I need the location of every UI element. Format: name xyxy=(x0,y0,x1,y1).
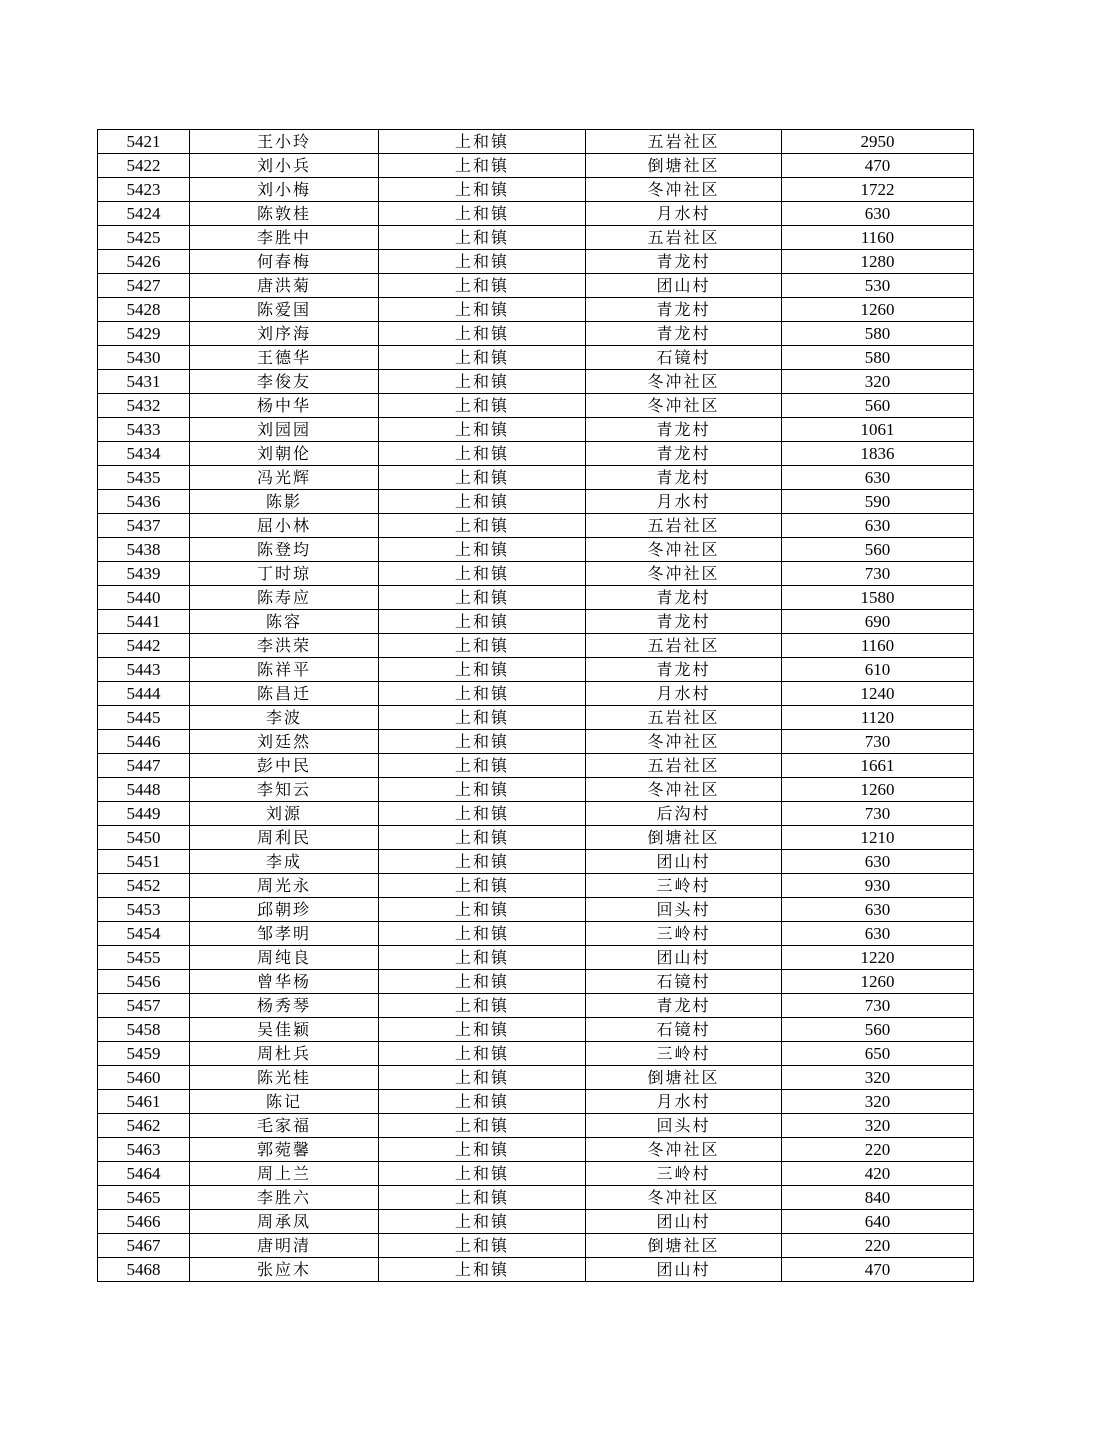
cell-town: 上和镇 xyxy=(379,1210,586,1234)
cell-serial-number: 5468 xyxy=(98,1258,190,1282)
cell-serial-number: 5440 xyxy=(98,586,190,610)
cell-person-name: 屈小林 xyxy=(190,514,379,538)
cell-person-name: 刘朝伦 xyxy=(190,442,379,466)
table-row xyxy=(98,490,974,514)
table-row xyxy=(98,442,974,466)
cell-person-name: 杨中华 xyxy=(190,394,379,418)
cell-town: 上和镇 xyxy=(379,898,586,922)
table-row xyxy=(98,1162,974,1186)
cell-amount: 730 xyxy=(782,730,974,754)
cell-person-name: 刘小兵 xyxy=(190,154,379,178)
table-row xyxy=(98,826,974,850)
cell-town: 上和镇 xyxy=(379,1234,586,1258)
cell-serial-number: 5463 xyxy=(98,1138,190,1162)
cell-town: 上和镇 xyxy=(379,730,586,754)
cell-village: 青龙村 xyxy=(586,322,782,346)
cell-town: 上和镇 xyxy=(379,202,586,226)
cell-person-name: 唐明清 xyxy=(190,1234,379,1258)
cell-serial-number: 5422 xyxy=(98,154,190,178)
cell-amount: 530 xyxy=(782,274,974,298)
table-row xyxy=(98,634,974,658)
cell-amount: 590 xyxy=(782,490,974,514)
cell-serial-number: 5447 xyxy=(98,754,190,778)
cell-village: 冬冲社区 xyxy=(586,778,782,802)
cell-person-name: 唐洪菊 xyxy=(190,274,379,298)
data-table xyxy=(97,129,974,1282)
cell-amount: 580 xyxy=(782,322,974,346)
cell-person-name: 李胜六 xyxy=(190,1186,379,1210)
cell-village: 团山村 xyxy=(586,274,782,298)
cell-person-name: 刘序海 xyxy=(190,322,379,346)
cell-person-name: 杨秀琴 xyxy=(190,994,379,1018)
cell-amount: 1120 xyxy=(782,706,974,730)
cell-village: 五岩社区 xyxy=(586,514,782,538)
cell-person-name: 陈登均 xyxy=(190,538,379,562)
table-row xyxy=(98,1018,974,1042)
cell-village: 月水村 xyxy=(586,682,782,706)
cell-amount: 1580 xyxy=(782,586,974,610)
cell-town: 上和镇 xyxy=(379,634,586,658)
table-row xyxy=(98,418,974,442)
table-row xyxy=(98,1066,974,1090)
cell-town: 上和镇 xyxy=(379,1258,586,1282)
cell-amount: 640 xyxy=(782,1210,974,1234)
table-row xyxy=(98,466,974,490)
cell-serial-number: 5451 xyxy=(98,850,190,874)
cell-town: 上和镇 xyxy=(379,922,586,946)
cell-amount: 730 xyxy=(782,802,974,826)
cell-amount: 630 xyxy=(782,850,974,874)
cell-person-name: 李波 xyxy=(190,706,379,730)
cell-village: 冬冲社区 xyxy=(586,1186,782,1210)
cell-person-name: 陈昌迁 xyxy=(190,682,379,706)
cell-serial-number: 5465 xyxy=(98,1186,190,1210)
cell-village: 青龙村 xyxy=(586,418,782,442)
cell-amount: 1240 xyxy=(782,682,974,706)
cell-amount: 630 xyxy=(782,898,974,922)
cell-person-name: 周承凤 xyxy=(190,1210,379,1234)
cell-person-name: 何春梅 xyxy=(190,250,379,274)
table-row xyxy=(98,994,974,1018)
cell-village: 五岩社区 xyxy=(586,130,782,154)
cell-serial-number: 5464 xyxy=(98,1162,190,1186)
cell-serial-number: 5442 xyxy=(98,634,190,658)
cell-village: 三岭村 xyxy=(586,922,782,946)
cell-person-name: 陈祥平 xyxy=(190,658,379,682)
cell-serial-number: 5446 xyxy=(98,730,190,754)
cell-village: 冬冲社区 xyxy=(586,730,782,754)
cell-serial-number: 5426 xyxy=(98,250,190,274)
table-row xyxy=(98,250,974,274)
cell-serial-number: 5467 xyxy=(98,1234,190,1258)
table-row xyxy=(98,562,974,586)
cell-amount: 1722 xyxy=(782,178,974,202)
cell-serial-number: 5427 xyxy=(98,274,190,298)
cell-town: 上和镇 xyxy=(379,1018,586,1042)
cell-village: 三岭村 xyxy=(586,1042,782,1066)
cell-serial-number: 5445 xyxy=(98,706,190,730)
cell-town: 上和镇 xyxy=(379,586,586,610)
cell-town: 上和镇 xyxy=(379,826,586,850)
cell-town: 上和镇 xyxy=(379,994,586,1018)
table-row xyxy=(98,1210,974,1234)
cell-amount: 630 xyxy=(782,514,974,538)
cell-town: 上和镇 xyxy=(379,154,586,178)
table-row xyxy=(98,1234,974,1258)
cell-serial-number: 5436 xyxy=(98,490,190,514)
table-row xyxy=(98,682,974,706)
cell-amount: 840 xyxy=(782,1186,974,1210)
cell-town: 上和镇 xyxy=(379,1042,586,1066)
cell-person-name: 刘园园 xyxy=(190,418,379,442)
table-row xyxy=(98,226,974,250)
table-row xyxy=(98,802,974,826)
cell-serial-number: 5435 xyxy=(98,466,190,490)
table-row xyxy=(98,754,974,778)
table-body xyxy=(98,130,974,1282)
cell-amount: 630 xyxy=(782,202,974,226)
cell-serial-number: 5437 xyxy=(98,514,190,538)
cell-town: 上和镇 xyxy=(379,850,586,874)
table-row xyxy=(98,658,974,682)
cell-village: 青龙村 xyxy=(586,298,782,322)
cell-serial-number: 5433 xyxy=(98,418,190,442)
cell-amount: 1061 xyxy=(782,418,974,442)
cell-village: 倒塘社区 xyxy=(586,1234,782,1258)
cell-person-name: 毛家福 xyxy=(190,1114,379,1138)
table-row xyxy=(98,1090,974,1114)
cell-amount: 220 xyxy=(782,1138,974,1162)
cell-town: 上和镇 xyxy=(379,1138,586,1162)
table-row xyxy=(98,1258,974,1282)
cell-village: 后沟村 xyxy=(586,802,782,826)
cell-amount: 580 xyxy=(782,346,974,370)
cell-town: 上和镇 xyxy=(379,610,586,634)
cell-person-name: 郭菀馨 xyxy=(190,1138,379,1162)
cell-village: 冬冲社区 xyxy=(586,562,782,586)
cell-person-name: 李知云 xyxy=(190,778,379,802)
cell-serial-number: 5450 xyxy=(98,826,190,850)
cell-village: 冬冲社区 xyxy=(586,1138,782,1162)
cell-amount: 220 xyxy=(782,1234,974,1258)
cell-village: 三岭村 xyxy=(586,874,782,898)
table-row xyxy=(98,610,974,634)
cell-person-name: 周上兰 xyxy=(190,1162,379,1186)
cell-village: 三岭村 xyxy=(586,1162,782,1186)
cell-person-name: 陈寿应 xyxy=(190,586,379,610)
cell-amount: 1260 xyxy=(782,298,974,322)
cell-person-name: 李俊友 xyxy=(190,370,379,394)
cell-town: 上和镇 xyxy=(379,1114,586,1138)
cell-village: 回头村 xyxy=(586,898,782,922)
cell-serial-number: 5455 xyxy=(98,946,190,970)
cell-village: 青龙村 xyxy=(586,466,782,490)
cell-amount: 1160 xyxy=(782,226,974,250)
cell-serial-number: 5431 xyxy=(98,370,190,394)
table-row xyxy=(98,274,974,298)
cell-amount: 560 xyxy=(782,1018,974,1042)
cell-person-name: 陈容 xyxy=(190,610,379,634)
cell-town: 上和镇 xyxy=(379,874,586,898)
cell-serial-number: 5460 xyxy=(98,1066,190,1090)
cell-serial-number: 5439 xyxy=(98,562,190,586)
cell-village: 青龙村 xyxy=(586,610,782,634)
cell-person-name: 冯光辉 xyxy=(190,466,379,490)
cell-person-name: 王小玲 xyxy=(190,130,379,154)
cell-town: 上和镇 xyxy=(379,514,586,538)
table-row xyxy=(98,874,974,898)
cell-town: 上和镇 xyxy=(379,298,586,322)
cell-amount: 630 xyxy=(782,466,974,490)
cell-town: 上和镇 xyxy=(379,130,586,154)
cell-amount: 420 xyxy=(782,1162,974,1186)
cell-village: 冬冲社区 xyxy=(586,178,782,202)
cell-person-name: 周光永 xyxy=(190,874,379,898)
cell-serial-number: 5443 xyxy=(98,658,190,682)
table-row xyxy=(98,370,974,394)
table-row xyxy=(98,706,974,730)
cell-amount: 1210 xyxy=(782,826,974,850)
cell-person-name: 丁时琼 xyxy=(190,562,379,586)
table-row xyxy=(98,202,974,226)
cell-person-name: 陈敦桂 xyxy=(190,202,379,226)
cell-amount: 1260 xyxy=(782,778,974,802)
cell-town: 上和镇 xyxy=(379,706,586,730)
cell-amount: 610 xyxy=(782,658,974,682)
cell-person-name: 刘廷然 xyxy=(190,730,379,754)
cell-town: 上和镇 xyxy=(379,682,586,706)
table-row xyxy=(98,1114,974,1138)
cell-amount: 1220 xyxy=(782,946,974,970)
table-row xyxy=(98,538,974,562)
cell-town: 上和镇 xyxy=(379,802,586,826)
cell-amount: 730 xyxy=(782,994,974,1018)
cell-serial-number: 5462 xyxy=(98,1114,190,1138)
cell-amount: 320 xyxy=(782,370,974,394)
cell-village: 冬冲社区 xyxy=(586,394,782,418)
table-row xyxy=(98,1186,974,1210)
cell-village: 石镜村 xyxy=(586,346,782,370)
cell-town: 上和镇 xyxy=(379,466,586,490)
cell-person-name: 吴佳颖 xyxy=(190,1018,379,1042)
cell-serial-number: 5454 xyxy=(98,922,190,946)
cell-amount: 1836 xyxy=(782,442,974,466)
cell-town: 上和镇 xyxy=(379,490,586,514)
cell-village: 青龙村 xyxy=(586,658,782,682)
cell-village: 团山村 xyxy=(586,946,782,970)
cell-town: 上和镇 xyxy=(379,274,586,298)
cell-amount: 470 xyxy=(782,1258,974,1282)
cell-person-name: 李成 xyxy=(190,850,379,874)
cell-town: 上和镇 xyxy=(379,418,586,442)
cell-village: 倒塘社区 xyxy=(586,154,782,178)
cell-town: 上和镇 xyxy=(379,442,586,466)
cell-village: 五岩社区 xyxy=(586,706,782,730)
cell-serial-number: 5466 xyxy=(98,1210,190,1234)
table-row xyxy=(98,586,974,610)
cell-town: 上和镇 xyxy=(379,394,586,418)
cell-amount: 470 xyxy=(782,154,974,178)
cell-person-name: 刘源 xyxy=(190,802,379,826)
cell-village: 五岩社区 xyxy=(586,226,782,250)
cell-village: 回头村 xyxy=(586,1114,782,1138)
table-row xyxy=(98,778,974,802)
cell-village: 冬冲社区 xyxy=(586,370,782,394)
cell-town: 上和镇 xyxy=(379,946,586,970)
table-row xyxy=(98,394,974,418)
cell-amount: 730 xyxy=(782,562,974,586)
cell-town: 上和镇 xyxy=(379,538,586,562)
table-row xyxy=(98,850,974,874)
cell-amount: 2950 xyxy=(782,130,974,154)
cell-village: 团山村 xyxy=(586,1258,782,1282)
cell-village: 青龙村 xyxy=(586,586,782,610)
cell-serial-number: 5432 xyxy=(98,394,190,418)
cell-serial-number: 5423 xyxy=(98,178,190,202)
cell-town: 上和镇 xyxy=(379,1066,586,1090)
cell-serial-number: 5452 xyxy=(98,874,190,898)
cell-town: 上和镇 xyxy=(379,178,586,202)
cell-serial-number: 5424 xyxy=(98,202,190,226)
cell-person-name: 周利民 xyxy=(190,826,379,850)
cell-amount: 650 xyxy=(782,1042,974,1066)
cell-village: 石镜村 xyxy=(586,1018,782,1042)
cell-serial-number: 5441 xyxy=(98,610,190,634)
cell-serial-number: 5421 xyxy=(98,130,190,154)
table-row xyxy=(98,178,974,202)
table-row xyxy=(98,154,974,178)
cell-amount: 320 xyxy=(782,1090,974,1114)
cell-village: 青龙村 xyxy=(586,442,782,466)
cell-town: 上和镇 xyxy=(379,346,586,370)
cell-village: 月水村 xyxy=(586,202,782,226)
cell-serial-number: 5456 xyxy=(98,970,190,994)
cell-amount: 690 xyxy=(782,610,974,634)
cell-serial-number: 5458 xyxy=(98,1018,190,1042)
cell-person-name: 陈记 xyxy=(190,1090,379,1114)
table-row xyxy=(98,130,974,154)
cell-town: 上和镇 xyxy=(379,1162,586,1186)
cell-town: 上和镇 xyxy=(379,250,586,274)
cell-town: 上和镇 xyxy=(379,1090,586,1114)
table-row xyxy=(98,1138,974,1162)
cell-person-name: 王德华 xyxy=(190,346,379,370)
table-row xyxy=(98,970,974,994)
cell-village: 团山村 xyxy=(586,1210,782,1234)
cell-serial-number: 5449 xyxy=(98,802,190,826)
cell-serial-number: 5425 xyxy=(98,226,190,250)
cell-serial-number: 5429 xyxy=(98,322,190,346)
cell-town: 上和镇 xyxy=(379,754,586,778)
cell-town: 上和镇 xyxy=(379,970,586,994)
cell-person-name: 邱朝珍 xyxy=(190,898,379,922)
cell-town: 上和镇 xyxy=(379,226,586,250)
cell-amount: 560 xyxy=(782,538,974,562)
cell-village: 青龙村 xyxy=(586,994,782,1018)
cell-person-name: 曾华杨 xyxy=(190,970,379,994)
table-row xyxy=(98,346,974,370)
cell-amount: 930 xyxy=(782,874,974,898)
cell-serial-number: 5461 xyxy=(98,1090,190,1114)
cell-village: 冬冲社区 xyxy=(586,538,782,562)
cell-person-name: 刘小梅 xyxy=(190,178,379,202)
cell-village: 月水村 xyxy=(586,1090,782,1114)
cell-village: 倒塘社区 xyxy=(586,1066,782,1090)
table-row xyxy=(98,322,974,346)
cell-person-name: 彭中民 xyxy=(190,754,379,778)
cell-serial-number: 5438 xyxy=(98,538,190,562)
cell-person-name: 张应木 xyxy=(190,1258,379,1282)
cell-amount: 1160 xyxy=(782,634,974,658)
cell-town: 上和镇 xyxy=(379,1186,586,1210)
cell-amount: 320 xyxy=(782,1114,974,1138)
cell-village: 五岩社区 xyxy=(586,754,782,778)
cell-serial-number: 5448 xyxy=(98,778,190,802)
table-row xyxy=(98,922,974,946)
cell-amount: 560 xyxy=(782,394,974,418)
cell-serial-number: 5453 xyxy=(98,898,190,922)
cell-serial-number: 5457 xyxy=(98,994,190,1018)
cell-village: 倒塘社区 xyxy=(586,826,782,850)
cell-person-name: 李洪荣 xyxy=(190,634,379,658)
cell-serial-number: 5428 xyxy=(98,298,190,322)
cell-person-name: 陈影 xyxy=(190,490,379,514)
cell-serial-number: 5430 xyxy=(98,346,190,370)
cell-serial-number: 5459 xyxy=(98,1042,190,1066)
cell-person-name: 周杜兵 xyxy=(190,1042,379,1066)
table-row xyxy=(98,730,974,754)
cell-serial-number: 5434 xyxy=(98,442,190,466)
cell-person-name: 周纯良 xyxy=(190,946,379,970)
table-row xyxy=(98,898,974,922)
cell-town: 上和镇 xyxy=(379,322,586,346)
cell-village: 团山村 xyxy=(586,850,782,874)
cell-village: 五岩社区 xyxy=(586,634,782,658)
cell-town: 上和镇 xyxy=(379,658,586,682)
cell-amount: 320 xyxy=(782,1066,974,1090)
cell-amount: 1280 xyxy=(782,250,974,274)
cell-village: 石镜村 xyxy=(586,970,782,994)
cell-amount: 1661 xyxy=(782,754,974,778)
cell-town: 上和镇 xyxy=(379,562,586,586)
cell-person-name: 李胜中 xyxy=(190,226,379,250)
cell-person-name: 陈爱国 xyxy=(190,298,379,322)
table-row xyxy=(98,514,974,538)
cell-amount: 1260 xyxy=(782,970,974,994)
cell-town: 上和镇 xyxy=(379,370,586,394)
cell-village: 月水村 xyxy=(586,490,782,514)
table-row xyxy=(98,946,974,970)
cell-amount: 630 xyxy=(782,922,974,946)
table-row xyxy=(98,298,974,322)
cell-serial-number: 5444 xyxy=(98,682,190,706)
cell-person-name: 陈光桂 xyxy=(190,1066,379,1090)
table-row xyxy=(98,1042,974,1066)
cell-town: 上和镇 xyxy=(379,778,586,802)
cell-person-name: 邹孝明 xyxy=(190,922,379,946)
cell-village: 青龙村 xyxy=(586,250,782,274)
